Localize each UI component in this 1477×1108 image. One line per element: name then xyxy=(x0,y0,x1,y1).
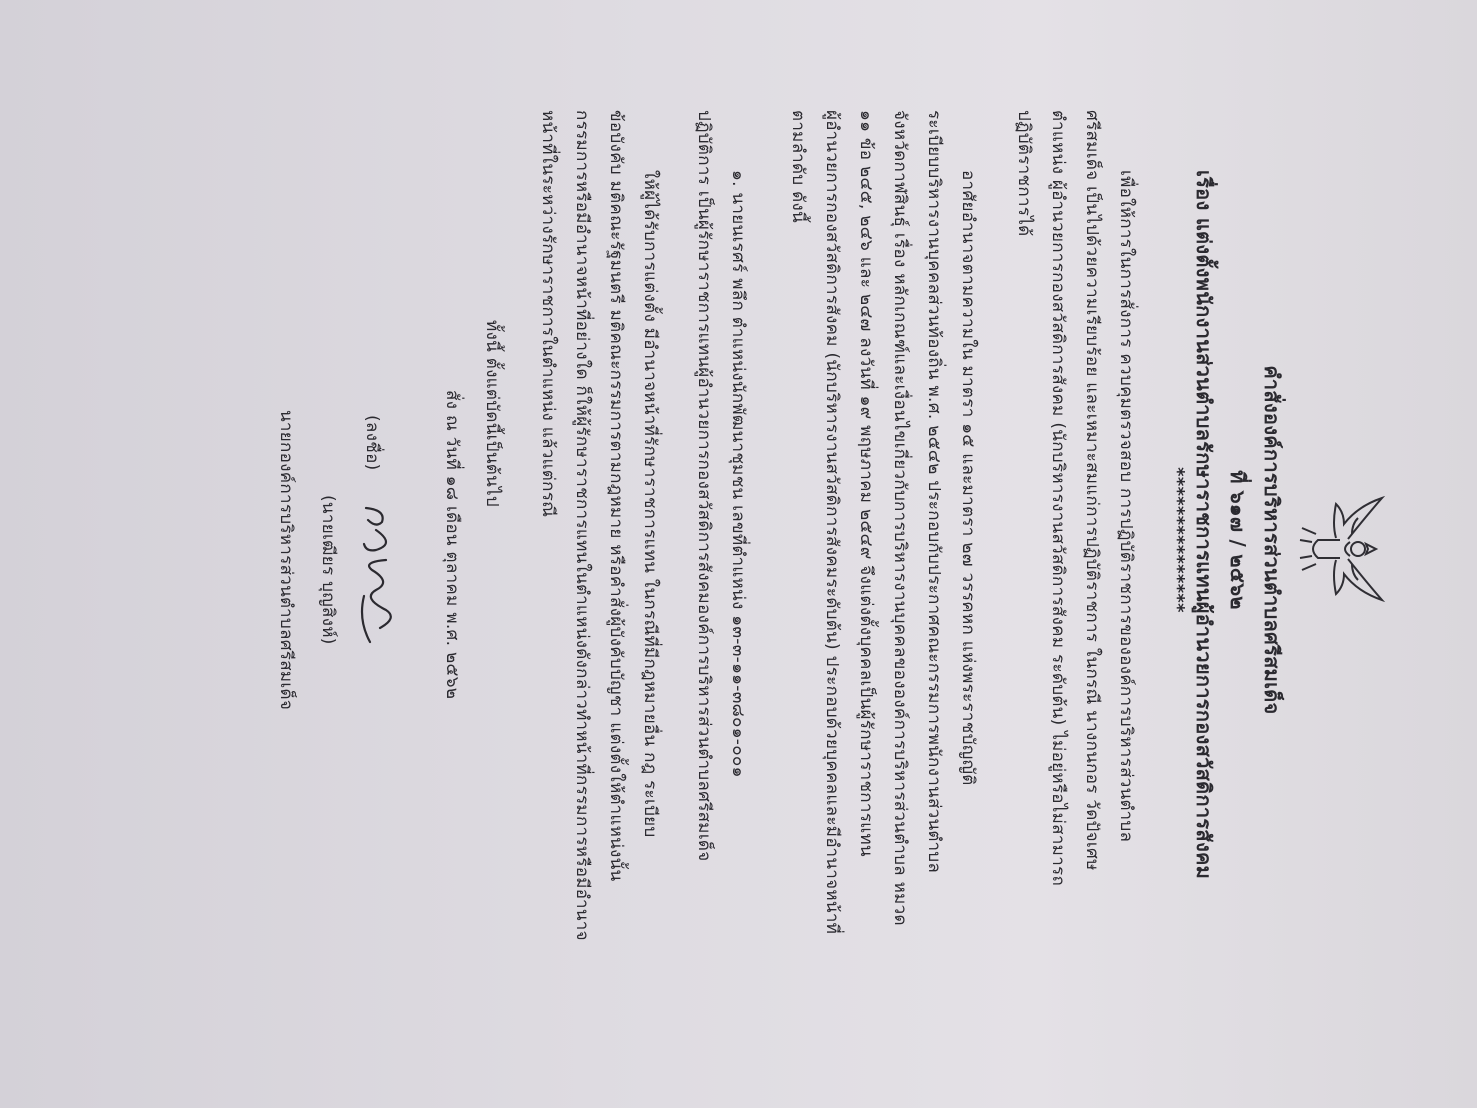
document-number: ที่ ๖๑๗ / ๒๕๖๒ xyxy=(1226,470,1250,610)
effective-date: ทั้งนี้ ตั้งแต่บัดนี้เป็นต้นไป xyxy=(482,320,502,507)
signatory-name: (นายเฒียร บุญสิงห์) xyxy=(318,495,338,645)
order-document xyxy=(76,20,1396,1060)
paragraph-2-line-6: ตามลำดับ ดังนี้ xyxy=(788,110,808,223)
document-subject: เรื่อง แต่งตั้งพนักงานส่วนตำบลรักษาราชการแทนผู้อำนวยการกองสวัสดิการสังคม xyxy=(1192,170,1216,880)
paragraph-3-line-2: ปฏิบัติการ เป็นผู้รักษาราชการแทนผู้อำนวยการกองสวัสดิการสังคมองค์การบริหารส่วนตำบลศรีสมเด็จ xyxy=(694,110,714,862)
document-heading: คำสั่งองค์การบริหารส่วนตำบลศรีสมเด็จ xyxy=(1260,365,1284,715)
paragraph-2-line-4: ๑๑ ข้อ ๒๔๕, ๒๔๖ และ ๒๔๗ ลงวันที่ ๑๙ พฤษภาคม ๒๕๔๙ จึงแต่งตั้งบุคคลเป็นผู้รักษาราชการแทน xyxy=(856,110,876,857)
paragraph-1-line-1: เพื่อให้การในการสั่งการ ควบคุมตรวจสอบ การปฏิบัติราชการขององค์การบริหารส่วนตำบล xyxy=(1116,170,1136,843)
paragraph-4-line-4: หน้าที่ในระหว่างรักษาราชการในตำแหน่ง แล้วแต่กรณี xyxy=(538,110,558,518)
paragraph-3-line-1: ๑. นายนเรศร์ พลึก ตำแหน่งนักพัฒนาชุมชน เลขที่ตำแหน่ง ๑๓-๓-๑๑-๓๘๐๑-๐๐๑ xyxy=(728,170,748,778)
paragraph-4-line-3: กรรมการหรือมีอำนาจหน้าที่อย่างใด ก็ให้ผู้รักษาราชการแทนในตำแหน่งดังกล่าวทำหน้าที่กรรมการหรือมีอำนาจ xyxy=(572,110,592,941)
paragraph-2-line-5: ผู้อำนวยการกองสวัสดิการสังคม (นักบริหารงานสวัสดิการสังคมระดับต้น) ประกอบด้วยบุคคลและมีอำนาจหน้าที่ xyxy=(822,110,842,935)
paragraph-2-line-1: อาศัยอำนาจตามความใน มาตรา ๑๕ และมาตรา ๒๗ วรรคหก แห่งพระราชบัญญัติ xyxy=(958,170,978,786)
garuda-emblem-icon xyxy=(1298,494,1388,604)
paragraph-1-line-4: ปฏิบัติราชการได้ xyxy=(1014,110,1034,237)
paragraph-2-line-3: จังหวัดกาฬสินธุ์ เรื่อง หลักเกณฑ์และเงื่อนไขเกี่ยวกับการบริหารงานบุคคลขององค์การบริหารส่วนตำบล หมวด xyxy=(890,110,910,926)
paragraph-1-line-2: ศรีสมเด็จ เป็นไปด้วยความเรียบร้อย และเหมาะสมแก่การปฏิบัติราชการ ในกรณี นางกนกอร วัดปัจเศษ xyxy=(1082,110,1102,871)
paragraph-4-line-1: ให้ผู้ได้รับการแต่งตั้ง มีอำนาจหน้าที่รักษาราชการแทน ในกรณีที่มีกฎหมายอื่น กฎ ระเบียบ xyxy=(640,170,660,838)
handwritten-signature xyxy=(351,500,406,650)
paragraph-4-line-2: ข้อบังคับ มติคณะรัฐมนตรี มติคณะกรรมการตามกฎหมาย หรือคำสั่งผู้บังคับบัญชา แต่งตั้งให้ตำแหน่งนั้น xyxy=(606,110,626,882)
ordered-date: สั่ง ณ วันที่ ๑๘ เดือน ตุลาคม พ.ศ. ๒๕๖๒ xyxy=(442,390,462,700)
paragraph-2-line-2: ระเบียบบริหารงานบุคคลส่วนท้องถิ่น พ.ศ. ๒๕๔๒ ประกอบกับประกาศคณะกรรมการพนักงานส่วนตำบล xyxy=(924,110,944,874)
signature-label: (ลงชื่อ) xyxy=(362,415,382,471)
separator-stars: *************** xyxy=(1167,467,1188,613)
paragraph-1-line-3: ตำแหน่ง ผู้อำนวยการกองสวัสดิการสังคม (นักบริหารงานสวัสดิการสังคม ระดับต้น) ไม่อยู่หรือไม่สามารถ xyxy=(1048,110,1068,887)
signatory-title: นายกองค์การบริหารส่วนตำบลศรีสมเด็จ xyxy=(276,410,296,711)
